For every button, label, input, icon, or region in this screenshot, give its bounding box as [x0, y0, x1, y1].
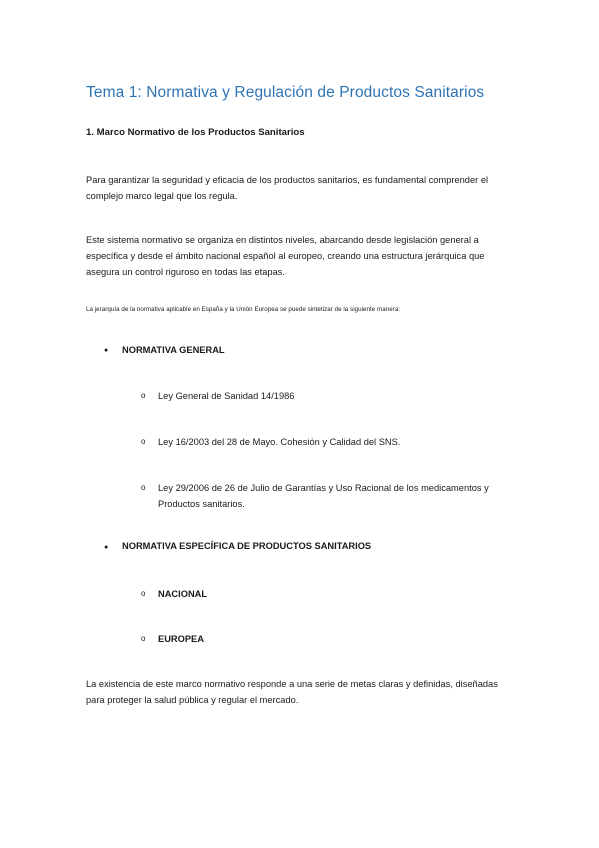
section-heading: 1. Marco Normativo de los Productos Sanitarios: [86, 127, 305, 138]
intro-paragraph: Para garantizar la seguridad y eficacia de los productos sanitarios, es fundamental comprender el complejo marco legal que los regula.: [86, 175, 489, 201]
sub-list-item-label: NACIONAL: [158, 589, 208, 599]
sub-bullet-icon: o: [141, 437, 146, 446]
sub-bullet-icon: o: [141, 589, 146, 598]
list-item-label: NORMATIVA ESPECÍFICA DE PRODUCTOS SANITARIOS: [122, 541, 372, 551]
list-item-label: NORMATIVA GENERAL: [122, 345, 225, 355]
sub-list-item-label: Ley General de Sanidad 14/1986: [158, 391, 295, 401]
sub-list-item-label: Ley 29/2006 de 26 de Julio de Garantías y Uso Racional de los medicamentos y Productos sanitarios.: [158, 483, 489, 509]
hierarchy-note: La jerarquía de la normativa aplicable en España y la Unión Europea se puede sintetizar de la siguiente manera:: [86, 306, 401, 313]
sub-list-item-label: Ley 16/2003 del 28 de Mayo. Cohesión y Calidad del SNS.: [158, 437, 401, 447]
bullet-icon: ●: [104, 544, 109, 551]
sub-bullet-icon: o: [141, 483, 146, 492]
system-paragraph: Este sistema normativo se organiza en distintos niveles, abarcando desde legislación general a específica y desde el ámbito nacional español al europeo, creando una estructura jerárquica que asegura un control riguroso en todas las etapas.: [86, 235, 485, 277]
page-title: Tema 1: Normativa y Regulación de Productos Sanitarios: [86, 84, 485, 101]
sub-bullet-icon: o: [141, 391, 146, 400]
bullet-icon: ●: [104, 347, 109, 354]
sub-bullet-icon: o: [141, 634, 146, 643]
goals-paragraph: La existencia de este marco normativo responde a una serie de metas claras y definidas, diseñadas para proteger la salud pública y regular el mercado.: [86, 679, 498, 705]
sub-list-item-label: EUROPEA: [158, 634, 204, 644]
